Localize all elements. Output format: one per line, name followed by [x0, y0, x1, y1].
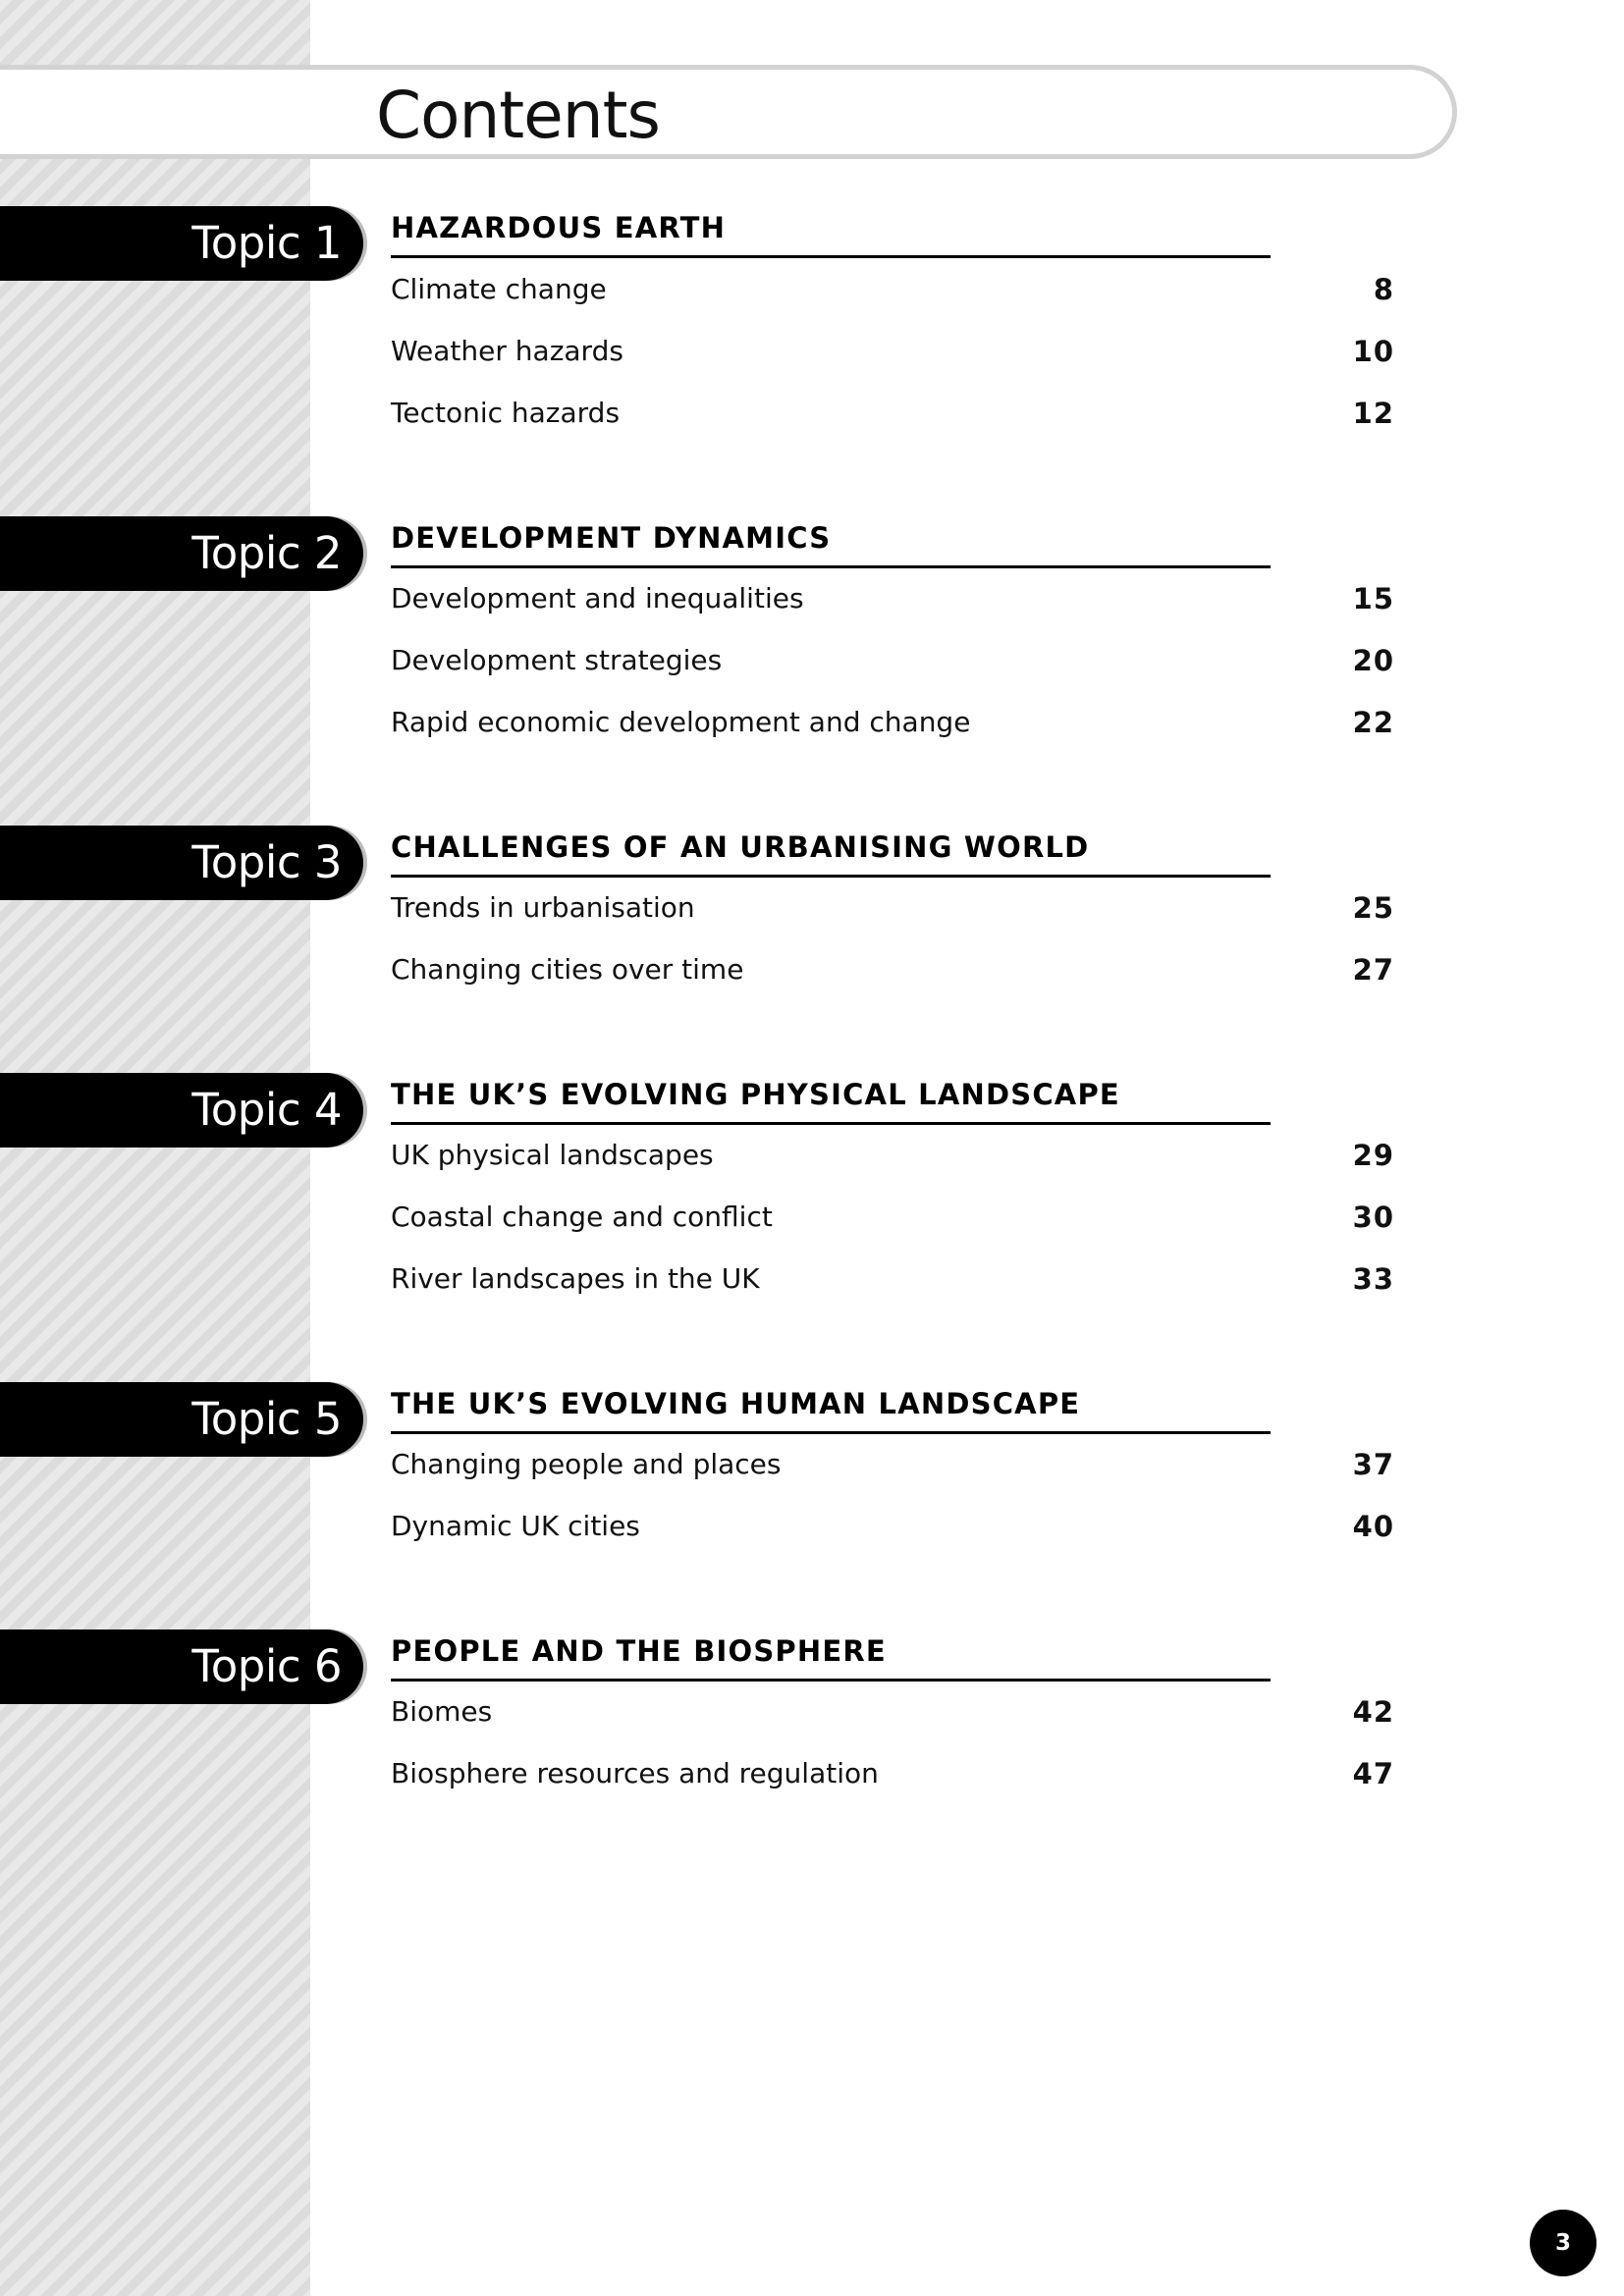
- toc-entry[interactable]: [391, 703, 1394, 742]
- toc-entry[interactable]: [391, 270, 1394, 309]
- toc-entry[interactable]: [391, 1754, 1394, 1793]
- topic-tab-4: [0, 1073, 363, 1148]
- page-number-badge: 3: [1530, 2210, 1597, 2276]
- toc-entry[interactable]: [391, 579, 1394, 618]
- entry-page: 47: [1352, 1757, 1394, 1790]
- entry-page: 29: [1352, 1139, 1394, 1172]
- entry-page: 12: [1352, 397, 1394, 430]
- toc-entry[interactable]: [391, 394, 1394, 433]
- toc-entry[interactable]: [391, 1692, 1394, 1732]
- entry-page: 15: [1352, 582, 1394, 615]
- entry-label: Weather hazards: [391, 335, 623, 367]
- page-title: Contents: [376, 78, 660, 153]
- toc-entry[interactable]: [391, 1507, 1394, 1546]
- topic-tab-label: Topic 4: [191, 1084, 342, 1136]
- topic-tab-label: Topic 5: [191, 1393, 342, 1445]
- toc-entry[interactable]: [391, 888, 1394, 928]
- entry-label: Coastal change and conflict: [391, 1201, 773, 1233]
- topic-tab-5: [0, 1382, 363, 1457]
- entry-label: Biosphere resources and regulation: [391, 1757, 879, 1789]
- toc-entry[interactable]: [391, 641, 1394, 680]
- topic-tab-label: Topic 3: [191, 836, 342, 888]
- entry-label: Biomes: [391, 1695, 493, 1728]
- entry-label: Dynamic UK cities: [391, 1510, 640, 1542]
- entry-page: 8: [1373, 273, 1394, 306]
- entry-label: Climate change: [391, 273, 607, 305]
- toc-entry[interactable]: [391, 1445, 1394, 1484]
- title-bar: [0, 65, 1457, 159]
- entry-page: 25: [1352, 891, 1394, 925]
- entry-label: UK physical landscapes: [391, 1139, 714, 1171]
- entry-label: Changing people and places: [391, 1448, 782, 1480]
- section-heading-6: PEOPLE AND THE BIOSPHERE: [391, 1633, 1271, 1682]
- toc-entry[interactable]: [391, 332, 1394, 371]
- section-heading-4: THE UK’S EVOLVING PHYSICAL LANDSCAPE: [391, 1077, 1271, 1125]
- entry-label: River landscapes in the UK: [391, 1262, 760, 1295]
- topic-tab-2: [0, 516, 363, 591]
- entry-label: Rapid economic development and change: [391, 706, 971, 738]
- topic-tab-1: [0, 206, 363, 281]
- section-heading-2: DEVELOPMENT DYNAMICS: [391, 520, 1271, 568]
- section-heading-3: CHALLENGES OF AN URBANISING WORLD: [391, 829, 1271, 878]
- entry-page: 42: [1352, 1695, 1394, 1729]
- entry-page: 37: [1352, 1448, 1394, 1481]
- entry-page: 40: [1352, 1510, 1394, 1543]
- entry-page: 30: [1352, 1201, 1394, 1234]
- entry-page: 22: [1352, 706, 1394, 739]
- toc-entry[interactable]: [391, 1136, 1394, 1175]
- entry-page: 27: [1352, 953, 1394, 987]
- side-strip: [0, 0, 310, 2296]
- entry-page: 10: [1352, 335, 1394, 368]
- entry-label: Development and inequalities: [391, 582, 804, 614]
- toc-entry[interactable]: [391, 950, 1394, 989]
- topic-tab-3: [0, 826, 363, 900]
- section-heading-5: THE UK’S EVOLVING HUMAN LANDSCAPE: [391, 1386, 1271, 1434]
- topic-tab-label: Topic 6: [191, 1640, 342, 1692]
- toc-entry[interactable]: [391, 1259, 1394, 1299]
- entry-label: Tectonic hazards: [391, 397, 621, 429]
- topic-tab-label: Topic 1: [191, 217, 342, 269]
- entry-label: Changing cities over time: [391, 953, 744, 986]
- entry-page: 20: [1352, 644, 1394, 677]
- topic-tab-label: Topic 2: [191, 527, 342, 579]
- entry-label: Development strategies: [391, 644, 723, 676]
- section-heading-1: HAZARDOUS EARTH: [391, 210, 1271, 258]
- toc-entry[interactable]: [391, 1198, 1394, 1237]
- entry-label: Trends in urbanisation: [391, 891, 695, 924]
- topic-tab-6: [0, 1629, 363, 1704]
- entry-page: 33: [1352, 1262, 1394, 1296]
